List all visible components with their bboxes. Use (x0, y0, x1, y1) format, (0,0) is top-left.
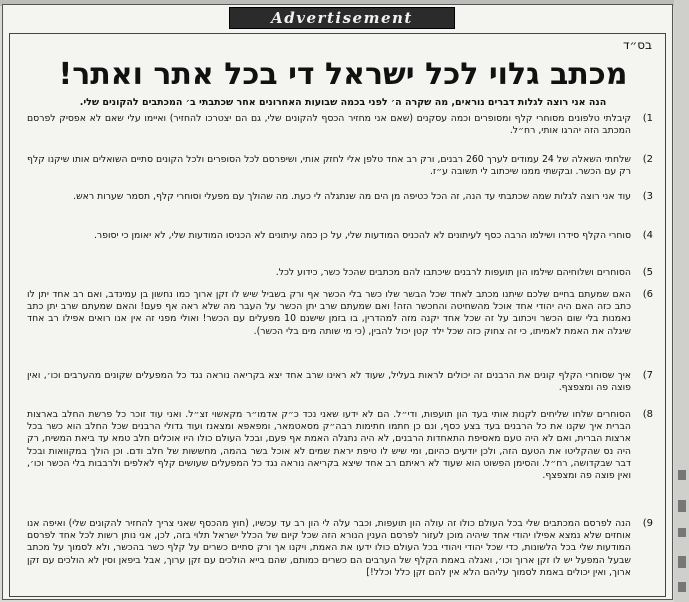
item-number: 2) (642, 154, 653, 165)
item-number: 5) (642, 267, 653, 278)
banner-label: Advertisement (271, 9, 413, 27)
intro-text: הנה אני רוצה לגלות דברים נוראים, מה שקרה ה׳ לפני בכמה שבועות האחרונים אחר שכתבתי ב׳ המכתבים להקונים שלי. (79, 97, 607, 108)
item-text: שלחתי השאלה של 24 עמודים לערך 260 רבנים, ורק רב אחד טלפן אלי לחזק אותי, ושיפרסם לכל הסופרים ולכל הקונים סתיים השואלים אותו שיקנו קלף רק עם הכשר. ובקשתי ממנו שיכתוב לי תשובה ע״ז. (27, 154, 631, 178)
edge-mark (678, 528, 686, 537)
item-text: עוד אני רוצה לגלות שמה שכתבתי עד הנה, זה הכל כטיפה מן הים מה שנתגלה לי כעת. מה שהולך עם מפעלי וסוחרי קלף, תסמר שערות ראש. (73, 191, 631, 202)
item-number: 1) (642, 113, 653, 124)
list-item (23, 518, 653, 592)
item-number: 9) (642, 518, 653, 529)
edge-mark (678, 500, 686, 512)
item-text: קיבלתי טלפונים מסוחרי קלף ומסופרים וכמה עסקנים (שאם אני מחזיר הכסף להקונים שלי, גם הם יצטרכו להחזיר) ואיימו עלי שאם לא אפסיק לפרסם המכתב הזה יהרגו אותי, רח״ל. (27, 113, 631, 137)
item-text: הסוחרים שלחו שליחים לקנות אותי בעד הון תועפות, ודי״ל. הם לא ידעו שאני נכד כ״ק אדמו״ר מקאשוי זצ״ל. ואני עוד זוכר כל פרשת החלב בארצות הברית איך שקנו את כל הרבנים בעד בצע כסף, ונם כן חתמו חתימות רבה״ק מסאטמאר, ומפאפא ומצאנז ועוד גדולי הרבנים שכל החלב הוא כשר בכל ארצות הברית, ואם לא היה טעם מאסיפת התאחדות הרבנים, לא היה נתגלה האמת אף פעם, ובכל העולם כולו היו אוכלים חלב טמא עד ביאת המשיח, רק היה נס שהקליטו את הטעם הזה, ולכן יודעים כהיום, ומי שיש לו טיפת יראת שמים לא אוכל בשר בהמה, מחששות של חלב ודם. וכן הולך במקוואות ובכל דבר שבקדושה, רח״ל. והסימן הפשוט הוא שעוד לא ראיתם רב אחד שיצא בקריאה נוראה נגד כל המפעלים שעושים קלף לאלפים ולרבבות בלי הכשר וכו׳, ואין פוצה פה ומצפצף. (27, 409, 631, 482)
item-number: 3) (642, 191, 653, 202)
item-number: 4) (642, 230, 653, 241)
item-number: 6) (642, 289, 653, 300)
item-number: 8) (642, 409, 653, 420)
list-item (23, 154, 653, 179)
item-text: הסוחרים ושלוחיהם שילמו הון תועפות לרבנים שיכתבו להם מכתבים שהכל כשר, כידוע לכל. (275, 267, 631, 278)
page-title: מכתב גלוי לכל ישראל די בכל אתר ואתר! (58, 57, 628, 92)
item-text: איך שסוחרי הקלף קונים את הרבנים זה יכולים לראות בעליל, שעוד לא ראינו שרב אחד יצא בקריאה נוראה נגד כל המפעלים שקונים מהערבים וכו׳, ואין פוצה פה ומצפצף. (27, 370, 631, 394)
advertisement-banner (229, 7, 455, 29)
edge-mark (678, 582, 686, 592)
list-item (23, 191, 653, 216)
item-text: הנה לפרסם המכתבים שלי בכל העולם כולו זה עולה הון תועפות, וכבר עלה לי הון רב עד עכשיו, (חוץ מהכסף שאני צריך להחזיר להקונים שלי) ואיפה אנו אוחזים שלא נמצא אפילו יהודי אחד שיהיה מוכן לעזור לפרסם הענין הנורא הזה שכל קיום של הכלל ישראל תלוי בזה, לכן, אני נותן רשות לכל אחד לפרסם המודעות שלי בכל הלשונות, כדי שכל יהודי ויהודי בכל העולם כולו ידעו את האמת, ויקנו אך ורק סתיים כשרים על קלף כשר בהכשר, ולא לסמוך על מכתב שבעל המפעל יש לו זקן ארוך וכו׳, ואגלה באמת הקלף של הערבים הם כשרים כמותם, שהם בייא הולכים עם זקן ערוך, אבל ביפאן וסין לא הולכים עם זקן ארוך, ואין יכולים באמת לסמוך עליהם הלא אין להם זקן כלל וכלל!] (27, 518, 631, 578)
item-text: האם שמעתם בחיים שלכם שיתנו מכתב לאחד שכל הבשר שלו כשר בלי הכשר אף ורק בשביל שיש לו זקן ארוך כמו נחשון בן עמינדב, ואם רב אחד יתן לו כתב כזה האם היה יהודי אחד אוכל מהשחיטה והחכשר הזה! ואם שמעתם שרב יתן הכשר על העבר מה שלא ראה אף פעם! והאם שמעתם שרב יתן כתב נאמנות בלי שום הכשר ויכתוב על זה שכל אחד יקנה מזה למהדרין, בו בזמן שישנם 10 מפעלים עם הכשר! ואולי מפני זה אין אנו רואים אפילו רב אחד שיגלה את האמת לאמיתו, כי זה צחוק כזה שכל ילד קטן יכול להבין, (כי מי שותה מים בלי הכשר). (27, 289, 631, 337)
list-item (23, 267, 653, 280)
item-number: 7) (642, 370, 653, 381)
list-item (23, 230, 653, 255)
item-text: סוחרי הקלף סידרו ושילמו הרבה כסף לעיתונים לא להכניס המודעות שלי, על כן כמה עיתונים לא הכניסו המודעות שלי, לא יאומן כי יסופר. (93, 230, 631, 241)
list-item (23, 370, 653, 395)
adjacent-page-edge (674, 0, 689, 602)
edge-mark (678, 470, 686, 480)
edge-mark (678, 556, 686, 568)
bsd-mark: בס״ד (622, 38, 652, 52)
list-item (23, 409, 653, 509)
advertisement-page (2, 4, 673, 600)
list-item (23, 289, 653, 351)
list-item (23, 113, 653, 138)
